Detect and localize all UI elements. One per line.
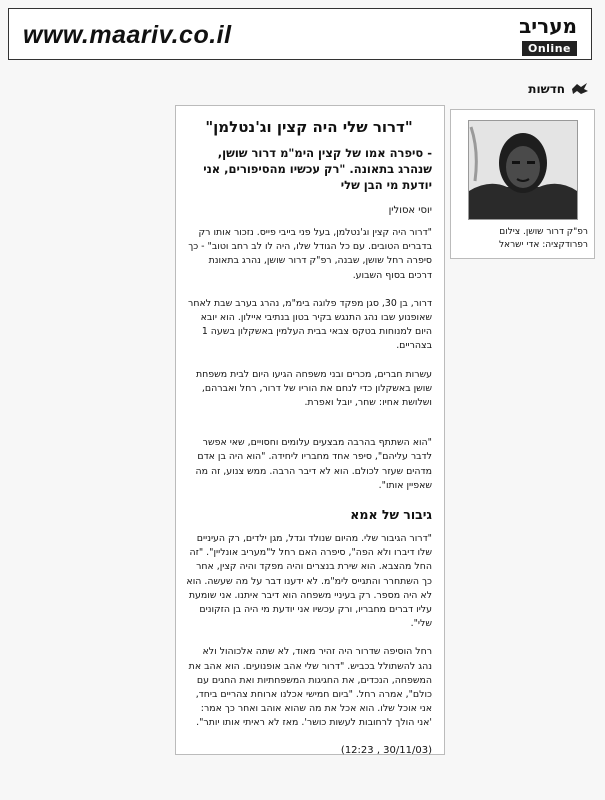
article-byline: יוסי אסולין — [388, 205, 432, 216]
photo-box — [450, 109, 595, 259]
article-box — [175, 105, 445, 755]
article-subtitle: גיבור של אמא — [350, 507, 432, 523]
site-url[interactable]: www.maariv.co.il — [23, 21, 232, 49]
logo-online-badge: Online — [522, 41, 577, 56]
article-dateline: (12:23 , 30/11/03) — [340, 744, 432, 756]
article-subhead: - סיפרה אמו של קצין הימ"מ דרור שושן, שנהרג בתאונה. "רק עכשיו מהסיפורים, אני יודעת מי הבן שלי — [203, 146, 432, 192]
article-paragraph: רחל הוסיפה שדרור היה זהיר מאוד, לא שתה אלכוהול ולא נהג להשתולל בכביש. "דרור שלי אהב אופנועים. הוא אהב את המשפחה, הנכדים, את החגיגות המשפחתיות ואת החגים עם כולם", אמרה רחל. "ביום חמישי אכלנו ארוחת צהריים ביחד, אני אוכל שלו. הוא אכל את מה שהוא אוהב ואחר כך אמר: 'אני הולך לרחובות לעשות כושר'. מאז לא ראיתי אותו יותר". — [188, 646, 432, 729]
maariv-logo[interactable] — [491, 15, 577, 56]
news-icon — [571, 82, 589, 96]
section-tag[interactable] — [528, 82, 589, 96]
site-header — [8, 8, 592, 60]
section-label: חדשות — [528, 82, 565, 96]
article-paragraph: "דרור היה קצין וג'נטלמן, בעל פני בייבי פייס. נזכור אותו רק בדברים הטובים. עם כל הגודל שלו, היה לו לב רחב וטוב" - כך סיפרה רחל שושן, שבנה, רפ"ק דרור שושן, נהרג בתאונת דרכים בסוף השבוע. — [188, 227, 432, 281]
article-paragraph: דרור, בן 30, סגן מפקד פלוגה בימ"מ, נהרג בערב שבת לאחר שאופנוע שבו נהג התנגש בקיר בטון בנתיבי איילון. הוא יובא היום למנוחות בטקס צבאי בבית העלמין באשקלון בשעה 1 בצהריים. — [188, 297, 432, 352]
article-headline: "דרור שלי היה קצין וג'נטלמן" — [205, 118, 413, 136]
portrait-image — [469, 121, 577, 219]
logo-text: מעריב — [519, 14, 577, 38]
portrait-photo — [468, 120, 578, 220]
article-paragraph: עשרות חברים, מכרים ובני משפחה הגיעו היום לבית משפחת שושן באשקלון כדי לנחם את הוריו של דרור, רחל ואברהם, ושלושת אחיו: שחר, יובל ואפרת. — [195, 368, 432, 409]
article-paragraph: "דרור הגיבור שלי. מהיום שנולד וגדל, מגן ילדים, רק העיניים שלו דיברו ולא הפה", סיפרה האם רחל ל"מעריב אונליין". "זה החל מהצבא. הוא שירת בנצרים והיה מפקד והיה קצין, אחר כך השתחרר והתגייס לימ"מ. לא ידענו דבר על מה שעשה. הוא לא היה מספר. רק בעיניי משפחה הוא דיבר איתנו. אני שומעת עליו דברים מחבריו, ורק עכשיו אני יודעת מי היה בן הזקונים שלי". — [186, 533, 432, 630]
article-paragraph: "הוא השתתף בהרבה מבצעים עלומים וחסויים, שאי אפשר לדבר עליהם", סיפר אחד מחבריו ליחידה. "הוא היה בן אדם מדהים שעזר לכולם. הוא לא דיבר הרבה. ממש צנוע, זה מה שאפיין אותו". — [195, 437, 432, 491]
photo-caption: רפ"ק דרור שושן. צילום רפרודקציה: אדי ישראל — [498, 227, 588, 250]
